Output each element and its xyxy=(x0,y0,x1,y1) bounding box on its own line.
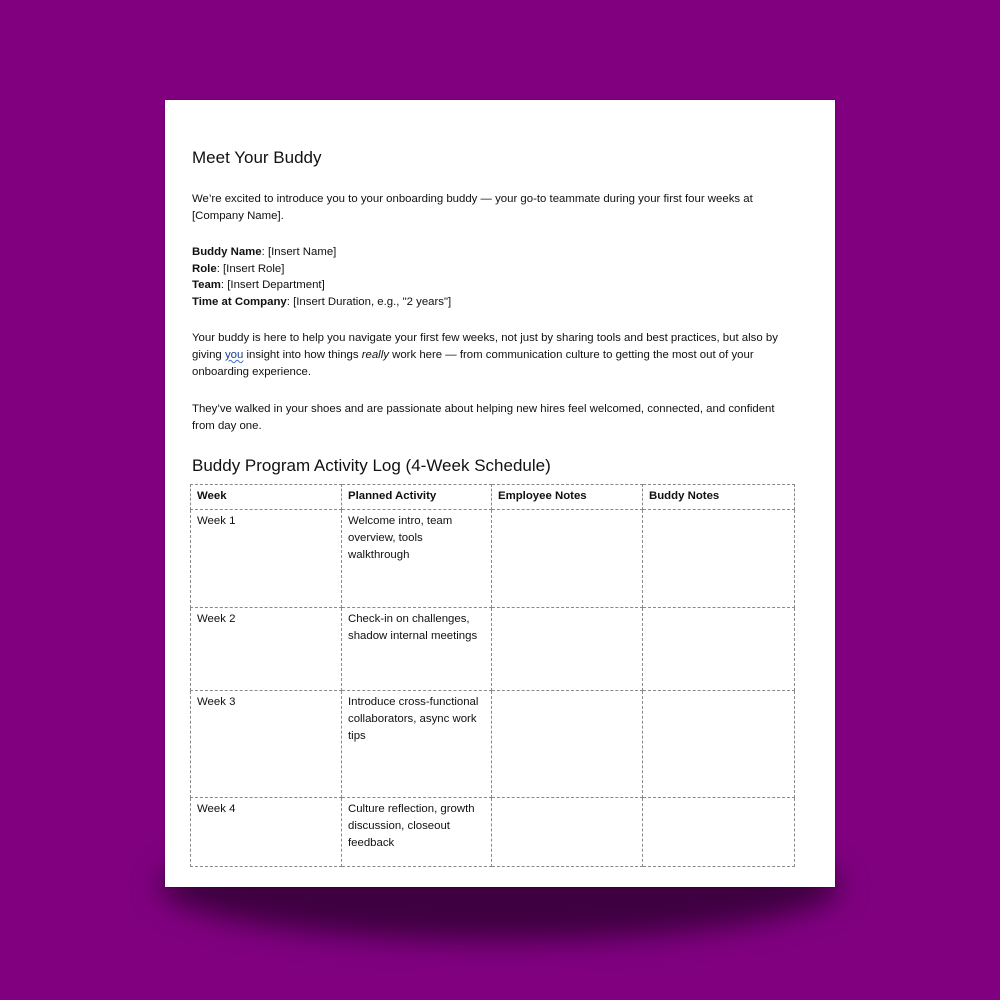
cell-week: Week 1 xyxy=(191,510,342,608)
cell-week: Week 4 xyxy=(191,798,342,867)
info-value: : [Insert Duration, e.g., "2 years"] xyxy=(286,295,452,308)
table-row xyxy=(191,510,795,608)
closing-paragraph: They’ve walked in your shoes and are passionate about helping new hires feel welcomed, connected, and confident from day one. xyxy=(192,403,775,432)
cell-week: Week 3 xyxy=(191,691,342,798)
table-title: Buddy Program Activity Log (4-Week Schedule) xyxy=(192,456,551,475)
header-employee-notes: Employee Notes xyxy=(492,485,643,510)
text-run: Your buddy is here to help you navigate your first few weeks, not just by sharing tools and best practices, but also by giving xyxy=(192,332,778,361)
spellcheck-flagged-word[interactable]: you xyxy=(224,348,244,361)
info-label: Buddy Name xyxy=(192,246,262,258)
page-title: Meet Your Buddy xyxy=(192,148,322,167)
info-value: : [Insert Name] xyxy=(261,246,337,258)
info-label: Role xyxy=(192,262,217,275)
info-time-at-company xyxy=(192,294,451,311)
info-value: : [Insert Department] xyxy=(220,279,325,292)
header-buddy-notes: Buddy Notes xyxy=(643,485,795,510)
table-row xyxy=(191,798,795,867)
info-label: Time at Company xyxy=(192,295,287,308)
info-team xyxy=(192,277,451,294)
info-label: Team xyxy=(192,279,221,292)
cell-employee-notes[interactable] xyxy=(492,608,643,691)
cell-buddy-notes[interactable] xyxy=(643,798,795,867)
header-week: Week xyxy=(191,485,342,510)
italic-text: really xyxy=(361,348,389,361)
cell-activity: Introduce cross-functional collaborators, async work tips xyxy=(342,691,492,798)
header-planned-activity: Planned Activity xyxy=(342,485,492,510)
info-value: : [Insert Role] xyxy=(216,262,285,275)
buddy-description-paragraph xyxy=(192,330,796,380)
info-buddy-name xyxy=(192,244,451,261)
cell-employee-notes[interactable] xyxy=(492,798,643,867)
cell-employee-notes[interactable] xyxy=(492,691,643,798)
cell-employee-notes[interactable] xyxy=(492,510,643,608)
cell-buddy-notes[interactable] xyxy=(643,691,795,798)
cell-buddy-notes[interactable] xyxy=(643,510,795,608)
table-row xyxy=(191,608,795,691)
activity-log-table xyxy=(190,484,795,867)
cell-buddy-notes[interactable] xyxy=(643,608,795,691)
table-header-row xyxy=(191,485,795,510)
intro-paragraph: We’re excited to introduce you to your onboarding buddy — your go-to teammate during your first four weeks at [Company Name]. xyxy=(192,193,753,222)
table-row xyxy=(191,691,795,798)
info-role xyxy=(192,261,451,278)
text-run: work here — from communication culture to getting the most out of your onboarding experience. xyxy=(192,348,754,378)
buddy-info-block xyxy=(192,244,451,310)
cell-activity: Welcome intro, team overview, tools walkthrough xyxy=(342,510,492,608)
text-run: insight into how things xyxy=(243,348,362,361)
cell-week: Week 2 xyxy=(191,608,342,691)
document-page xyxy=(165,100,835,887)
cell-activity: Culture reflection, growth discussion, closeout feedback xyxy=(342,798,492,867)
cell-activity: Check-in on challenges, shadow internal meetings xyxy=(342,608,492,691)
